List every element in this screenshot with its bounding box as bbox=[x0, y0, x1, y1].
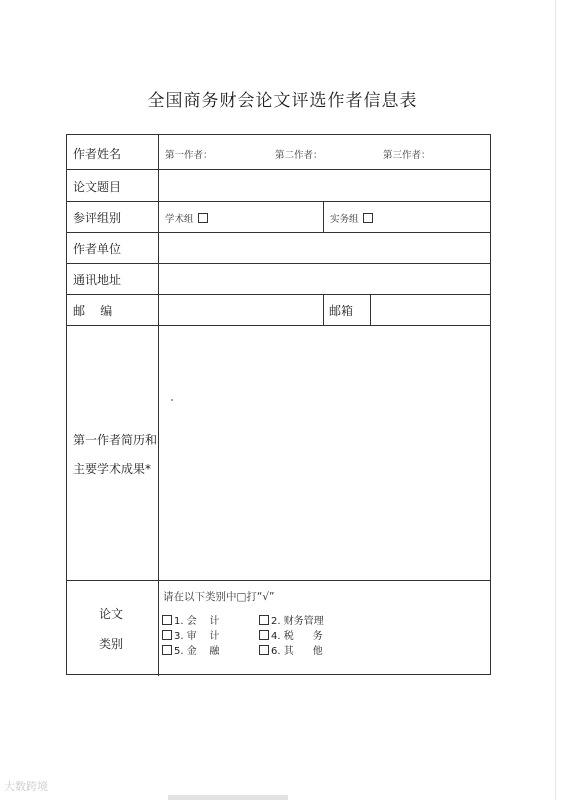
option-label: 2. 财务管理 bbox=[271, 616, 324, 627]
practice-group-label: 实务组 bbox=[330, 214, 359, 225]
page-edge bbox=[555, 0, 556, 800]
checkbox[interactable] bbox=[162, 615, 172, 625]
checkbox[interactable] bbox=[162, 645, 172, 655]
category-option-finance[interactable] bbox=[162, 642, 219, 657]
email-field[interactable] bbox=[371, 295, 490, 324]
resume-label-line2: 主要学术成果* bbox=[73, 462, 152, 476]
third-author-field[interactable]: 第三作者： bbox=[383, 150, 431, 161]
scan-shadow bbox=[168, 795, 288, 800]
option-label: 3. 审 计 bbox=[174, 631, 220, 642]
checkbox[interactable] bbox=[259, 645, 269, 655]
email-label: 邮箱 bbox=[329, 304, 354, 318]
author-name-label: 作者姓名 bbox=[73, 147, 122, 161]
category-label-line2: 类别 bbox=[99, 637, 124, 651]
checkbox[interactable] bbox=[259, 630, 269, 640]
category-option-financial-management[interactable] bbox=[259, 612, 324, 627]
category-option-audit[interactable] bbox=[162, 627, 219, 642]
option-label: 1. 会 计 bbox=[174, 616, 220, 627]
postcode-label: 邮 编 bbox=[73, 304, 113, 318]
postcode-field[interactable] bbox=[159, 295, 322, 324]
academic-group-label: 学术组 bbox=[165, 214, 194, 225]
paper-title-label: 论文题目 bbox=[73, 180, 122, 194]
first-author-field[interactable]: 第一作者： bbox=[165, 150, 213, 161]
group-split-line bbox=[323, 201, 324, 232]
checkbox[interactable] bbox=[162, 630, 172, 640]
checkbox[interactable] bbox=[259, 615, 269, 625]
academic-group-checkbox[interactable] bbox=[198, 213, 208, 223]
option-label: 6. 其 他 bbox=[271, 646, 323, 657]
author-unit-field[interactable] bbox=[159, 233, 490, 262]
address-field[interactable] bbox=[159, 264, 490, 293]
paper-title-field[interactable] bbox=[159, 170, 490, 200]
group-label: 参评组别 bbox=[73, 211, 122, 225]
form-title: 全国商务财会论文评选作者信息表 bbox=[147, 91, 418, 111]
row-divider bbox=[67, 201, 490, 202]
author-info-form bbox=[66, 134, 491, 675]
practice-group-checkbox[interactable] bbox=[363, 213, 373, 223]
academic-group-option[interactable] bbox=[165, 211, 208, 225]
stray-mark bbox=[171, 399, 173, 401]
category-option-other[interactable] bbox=[259, 642, 323, 657]
practice-group-option[interactable] bbox=[330, 211, 373, 225]
row-divider bbox=[67, 580, 490, 581]
category-option-accounting[interactable] bbox=[162, 612, 219, 627]
resume-label-line1: 第一作者简历和 bbox=[73, 433, 158, 447]
postcode-split-line bbox=[323, 294, 324, 325]
option-label: 4. 税 务 bbox=[271, 631, 323, 642]
watermark-text: 大数跨境 bbox=[4, 780, 48, 793]
address-label: 通讯地址 bbox=[73, 273, 122, 287]
category-option-tax[interactable] bbox=[259, 627, 323, 642]
category-instruction: 请在以下类别中□打“√” bbox=[163, 591, 275, 603]
option-label: 5. 金 融 bbox=[174, 646, 220, 657]
resume-field[interactable] bbox=[159, 326, 490, 579]
category-label-line1: 论文 bbox=[99, 607, 124, 621]
second-author-field[interactable]: 第二作者： bbox=[275, 150, 323, 161]
author-unit-label: 作者单位 bbox=[73, 242, 122, 256]
